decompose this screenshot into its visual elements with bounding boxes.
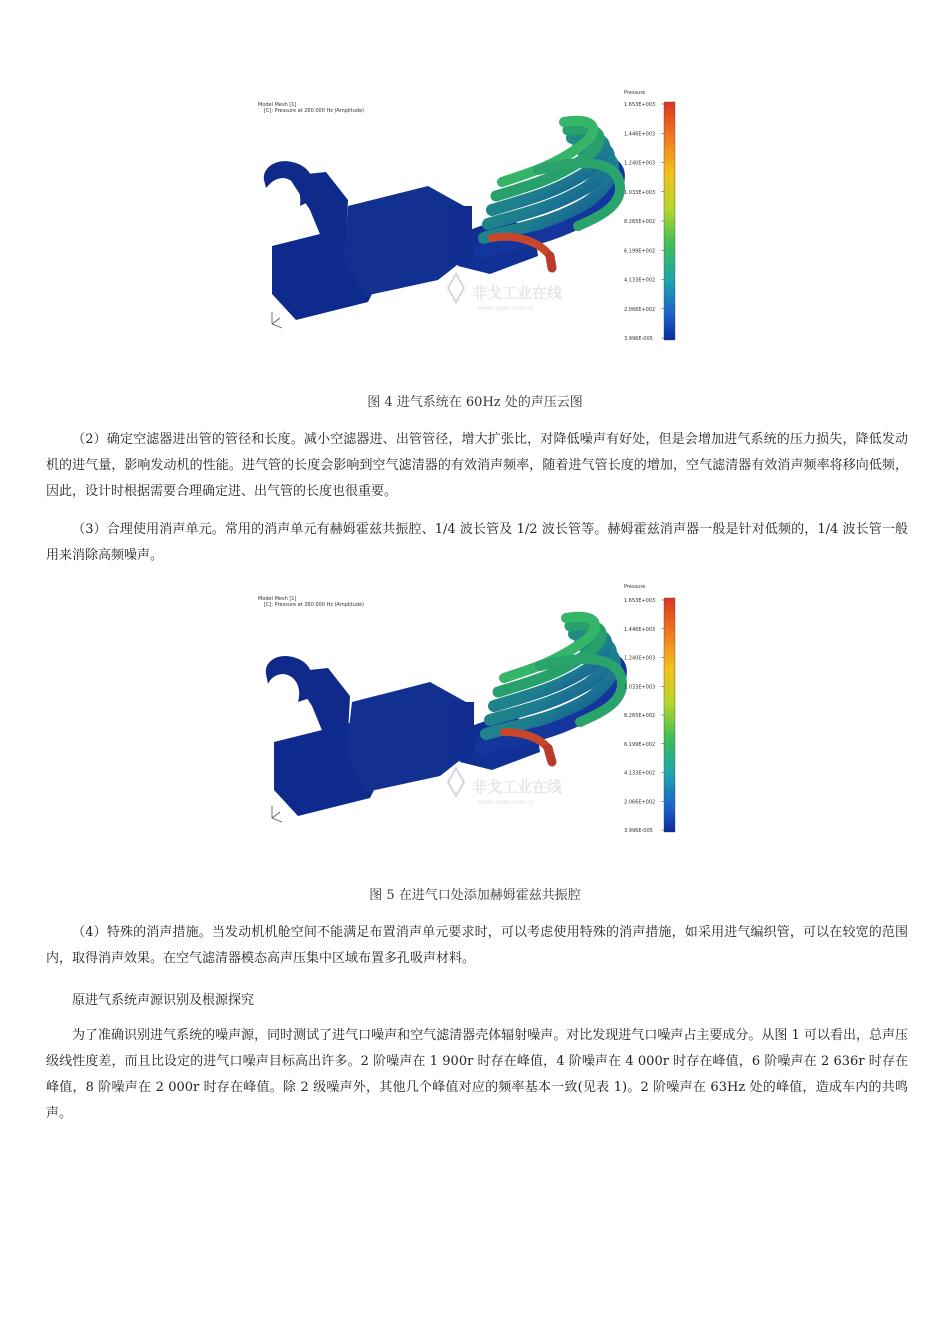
intake-system-model bbox=[264, 121, 620, 328]
watermark-logo bbox=[448, 274, 563, 312]
paragraph-4 bbox=[46, 920, 908, 972]
colorbar-tick-label: 1.240E+003 bbox=[624, 160, 656, 167]
colorbar-tick-label: 6.199E+002 bbox=[624, 741, 656, 748]
paragraph-2-text: （2）确定空滤器进出管的管径和长度。减小空滤器进、出管管径，增大扩张比，对降低噪声有好处，但是会增加进气系统的压力损失，降低发动机的进气量，影响发动机的性能。进气管的长度会影响到空气滤清器的有效消声频率，随着进气管长度的增加，空气滤清器有效消声频率将移向低频，因此，设计时根据需要合理确定进、出气管的长度也很重要。 bbox=[46, 432, 908, 499]
colorbar bbox=[664, 102, 675, 340]
colorbar-tick-label: 4.133E+002 bbox=[624, 770, 656, 777]
watermark-logo bbox=[448, 768, 563, 806]
figure-5-pressure-contour bbox=[252, 582, 692, 838]
colorbar-tick-label: 2.066E+002 bbox=[624, 306, 656, 313]
figure-5-caption: 图 5 在进气口处添加赫姆霍兹共振腔 bbox=[369, 888, 581, 903]
colorbar-tick-label: 1.446E+003 bbox=[624, 626, 656, 633]
figure-4-pressure-contour bbox=[252, 88, 692, 344]
paragraph-3 bbox=[46, 517, 908, 569]
colorbar-tick-label: 1.653E+003 bbox=[624, 598, 656, 604]
colorbar-tick-label: 1.446E+003 bbox=[624, 131, 656, 138]
colorbar-title: Pressure bbox=[624, 584, 646, 590]
colorbar-tick-label: 6.199E+002 bbox=[624, 248, 656, 255]
paragraph-4-text: （4）特殊的消声措施。当发动机机舱空间不能满足布置消声单元要求时，可以考虑使用特殊的消声措施，如采用进气编织管，可以在较宽的范围内，取得消声效果。在空气滤清器模态高声压集中区域布置多孔吸声材料。 bbox=[46, 925, 908, 966]
colorbar-tick-label: 1.033E+003 bbox=[624, 684, 656, 691]
paragraph-5 bbox=[46, 1023, 908, 1127]
figure-5-graphic bbox=[252, 582, 692, 838]
figure-meta-line1: Model Mesh [1] bbox=[258, 102, 297, 108]
watermark-url: www.vogel.com.cn bbox=[478, 305, 535, 312]
colorbar-tick-label: 1.033E+003 bbox=[624, 189, 656, 196]
figure-meta-line2: [C]: Pressure at 260.000 Hz (Amplitude) bbox=[264, 108, 364, 114]
colorbar-tick-label: 8.265E+002 bbox=[624, 713, 656, 719]
colorbar-tick-label: 1.240E+003 bbox=[624, 655, 656, 662]
colorbar bbox=[664, 598, 675, 832]
watermark-url: www.vogel.com.cn bbox=[478, 799, 535, 806]
paragraph-2 bbox=[46, 427, 908, 505]
colorbar-tick-label: 3.996E-005 bbox=[624, 336, 653, 342]
colorbar-tick-label: 2.066E+002 bbox=[624, 799, 656, 806]
paragraph-3-text: （3）合理使用消声单元。常用的消声单元有赫姆霍兹共振腔、1/4 波长管及 1/2 波长管等。赫姆霍兹消声器一般是针对低频的，1/4 波长管一般用来消除高频噪声。 bbox=[46, 522, 908, 563]
watermark-text: 非戈工业在线 bbox=[472, 284, 563, 302]
watermark-text: 非戈工业在线 bbox=[472, 778, 563, 796]
figure-4-graphic bbox=[252, 88, 692, 344]
paragraph-5-text: 为了准确识别进气系统的噪声源，同时测试了进气口噪声和空气滤清器壳体辐射噪声。对比发现进气口噪声占主要成分。从图 1 可以看出，总声压级线性度差，而且比设定的进气口噪声目标高出许多。2 阶噪声在 1 900r 时存在峰值，4 阶噪声在 4 000r 时存在峰值，6 阶噪声在 2 636r 时存在峰值，8 阶噪声在 2 000r 时存在峰值。除 2 级噪声外，其他几个峰值对应的频率基本一致(见表 1)。2 阶噪声在 63Hz 处的峰值，造成车内的共鸣声。 bbox=[46, 1028, 908, 1121]
figure-4-caption: 图 4 进气系统在 60Hz 处的声压云图 bbox=[367, 395, 583, 410]
colorbar-tick-label: 3.996E-005 bbox=[624, 828, 653, 834]
colorbar-title: Pressure bbox=[624, 90, 646, 96]
figure-meta-line1: Model Mesh [1] bbox=[258, 596, 297, 602]
section-heading: 原进气系统声源识别及根源探究 bbox=[72, 993, 255, 1008]
colorbar-tick-label: 1.653E+003 bbox=[624, 102, 656, 108]
intake-system-model-with-resonator bbox=[266, 617, 622, 822]
colorbar-tick-label: 4.133E+002 bbox=[624, 277, 656, 284]
figure-meta-line2: [C]: Pressure at 260.000 Hz (Amplitude) bbox=[264, 602, 364, 608]
colorbar-tick-label: 8.265E+002 bbox=[624, 219, 656, 225]
